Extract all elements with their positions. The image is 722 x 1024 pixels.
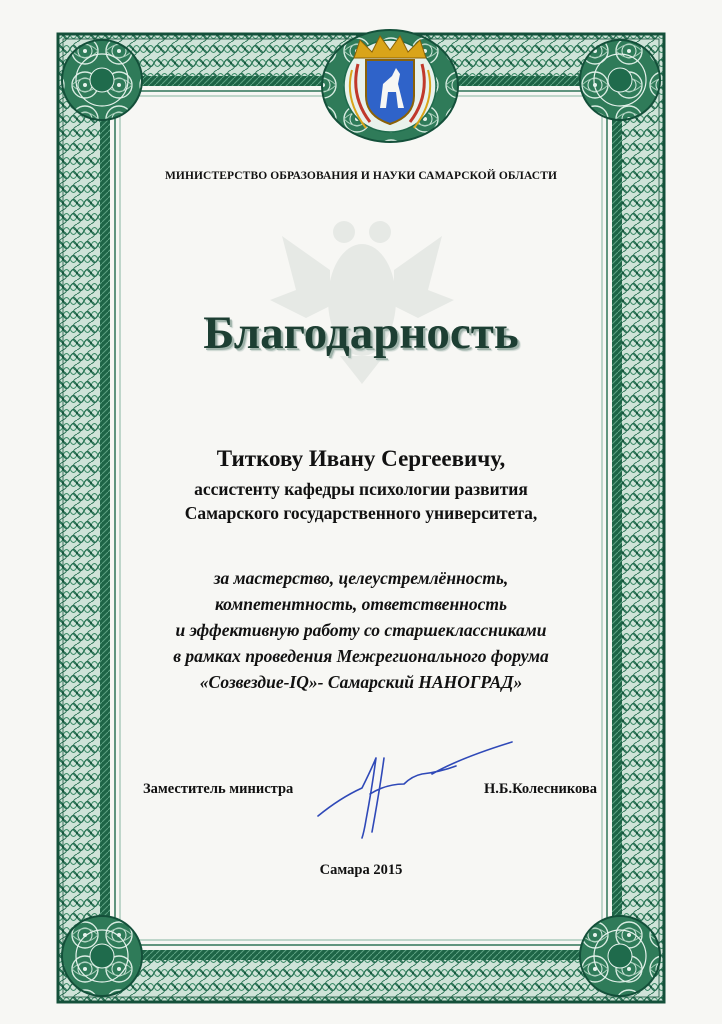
signatory-title: Заместитель министра <box>143 781 294 797</box>
recipient-name: Титкову Ивану Сергеевичу, <box>216 446 506 471</box>
reason-line: компетентность, ответственность <box>214 594 508 614</box>
issuer-heading: МИНИСТЕРСТВО ОБРАЗОВАНИЯ И НАУКИ САМАРСКОЙ ОБЛАСТИ <box>164 170 558 182</box>
reason-line: и эффективную работу со старшеклассниками <box>175 620 547 640</box>
recipient-position-line: Самарского государственного университета, <box>184 503 538 523</box>
city-year: Самара 2015 <box>319 862 403 878</box>
reason-line: в рамках проведения Межрегионального форума <box>173 646 549 666</box>
frame-corner-ornament <box>62 916 142 996</box>
signatory-name: Н.Б.Колесникова <box>484 781 597 797</box>
samara-coat-of-arms-icon <box>322 30 458 142</box>
frame-corner-ornament <box>580 916 660 996</box>
reason-line: «Созвездие-IQ»- Самарский НАНОГРАД» <box>199 672 523 692</box>
recipient-position-line: ассистенту кафедры психологии развития <box>194 479 528 499</box>
frame-corner-ornament <box>62 40 142 120</box>
reason-line: за мастерство, целеустремлённость, <box>213 568 509 588</box>
frame-corner-ornament <box>580 40 660 120</box>
certificate-title: Благодарность <box>203 307 519 359</box>
